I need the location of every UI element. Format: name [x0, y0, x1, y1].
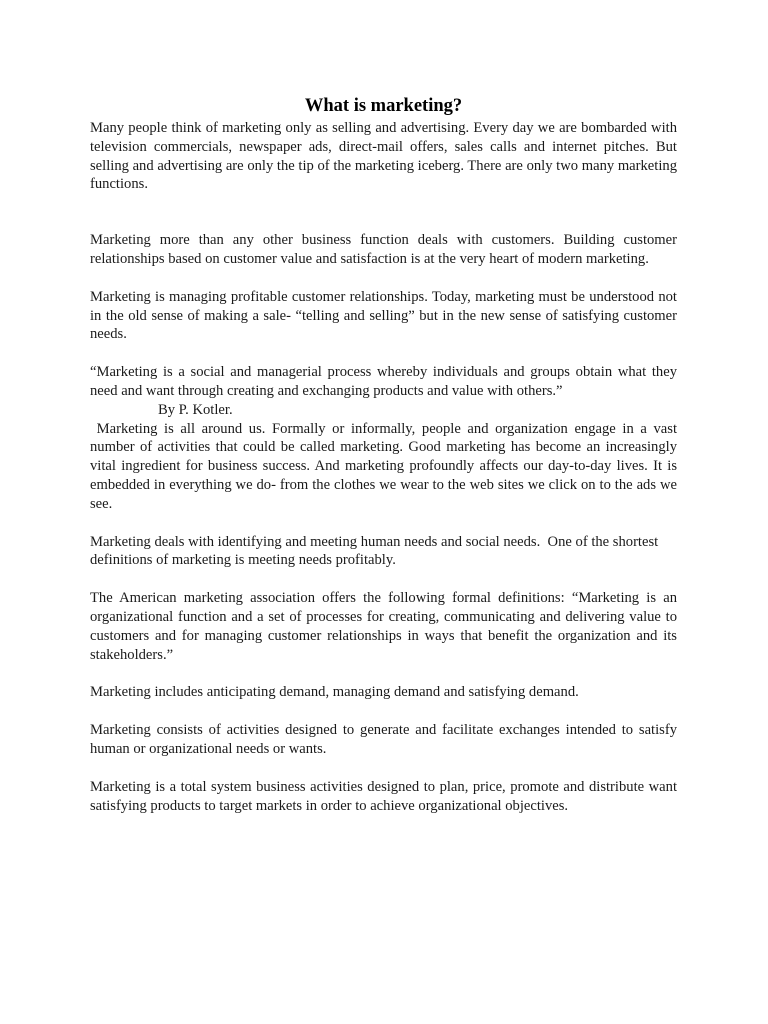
paragraph-demand: Marketing includes anticipating demand, managing demand and satisfying demand. — [90, 684, 579, 701]
document-title: What is marketing? — [304, 96, 463, 116]
paragraph-all-around-us: Marketing is all around us. Formally or informally, people and organization engage in a vast number of activities that could be called marketing. Good marketing has become an increasingly vital ingredient for business success. And marketing profoundly affects our day-to-day lives. It is embedded in everything we do- from the clothes we wear to the web sites we click on to the ads we see. — [90, 420, 681, 512]
document-body — [90, 95, 681, 815]
paragraph-ama-definition: The American marketing association offers the following formal definitions: “Marketing is an organizational function and a set of processes for creating, communicating and delivering value to customers and for managing customer relationships in ways that benefit the organization and its stakeholders.” — [90, 590, 677, 663]
paragraph-exchanges: Marketing consists of activities designed to generate and facilitate exchanges intended to satisfy human or organizational needs or wants. — [90, 722, 677, 757]
paragraph-relationships: Marketing is managing profitable customer relationships. Today, marketing must be understood not in the old sense of making a sale- “telling and selling” but in the new sense of satisfying customer needs. — [90, 288, 677, 343]
paragraph-customers: Marketing more than any other business function deals with customers. Building customer relationships based on customer value and satisfaction is at the very heart of modern marketing. — [90, 232, 677, 267]
quote-attribution: By P. Kotler. — [158, 401, 233, 418]
paragraph-total-system: Marketing is a total system business activities designed to plan, price, promote and distribute want satisfying products to target markets in order to achieve organizational objectives. — [90, 778, 677, 814]
paragraph-kotler-quote: “Marketing is a social and managerial process whereby individuals and groups obtain what they need and want through creating and exchanging products and value with others.” — [90, 364, 677, 399]
paragraph-needs: Marketing deals with identifying and meeting human needs and social needs. One of the shortest definitions of marketing is meeting needs profitably. — [90, 533, 662, 569]
paragraph-intro: Many people think of marketing only as selling and advertising. Every day we are bombarded with television commercials, newspaper ads, direct-mail offers, sales calls and internet pitches. But selling and advertising are only the tip of the marketing iceberg. There are only two many marketing functions. — [90, 120, 677, 193]
